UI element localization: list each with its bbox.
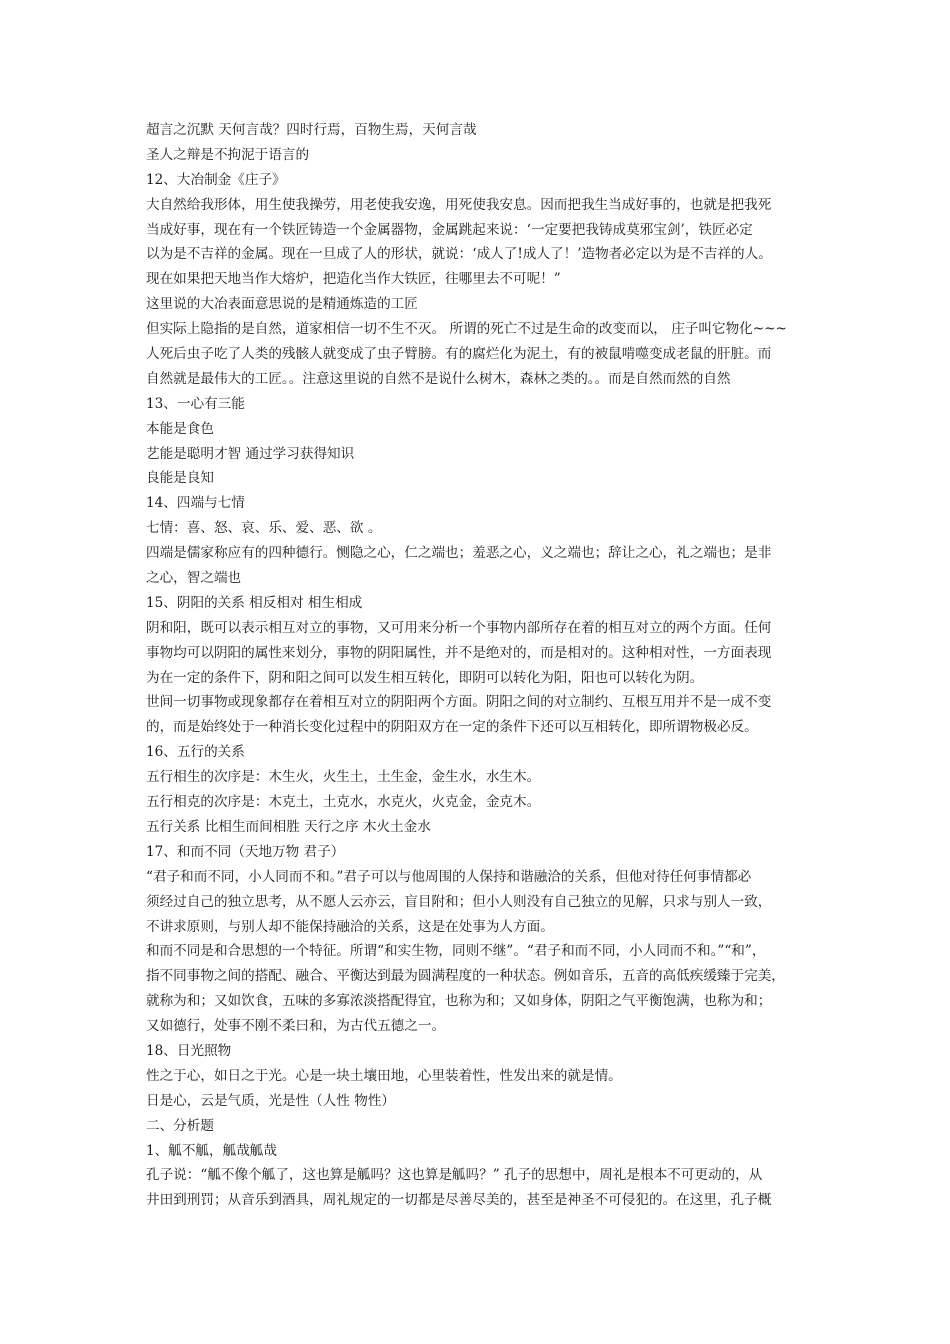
text-line: 四端是儒家称应有的四种德行。恻隐之心，仁之端也；羞恶之心，义之端也；辞让之心，礼之端也；是非: [146, 545, 772, 562]
text-line: 这里说的大冶表面意思说的是精通炼造的工匠: [146, 296, 418, 313]
text-line: 大自然给我形体，用生使我操劳，用老使我安逸，用死使我安息。因而把我生当成好事的，也就是把我死: [146, 196, 772, 213]
text-line: 井田到刑罚；从音乐到酒具，周礼规定的一切都是尽善尽美的，甚至是神圣不可侵犯的。在这里，孔子概: [146, 1192, 772, 1209]
document-body: [146, 118, 808, 1213]
text-line: 当成好事，现在有一个铁匠铸造一个金属器物，金属跳起来说：‘一定要把我铸成莫邪宝剑’，铁匠必定: [146, 221, 753, 238]
text-line: 事物均可以阴阳的属性来划分，事物的阴阳属性，并不是绝对的，而是相对的。这种相对性，一方面表现: [146, 644, 772, 661]
text-line: 为在一定的条件下，阴和阳之间可以发生相互转化，即阴可以转化为阳，阳也可以转化为阴。: [146, 669, 704, 686]
text-line: 圣人之辩是不拘泥于语言的: [146, 146, 310, 163]
text-line: 之心，智之端也: [146, 570, 242, 587]
text-line: 日是心，云是气质，光是性（人性 物性）: [146, 1092, 396, 1109]
text-line: 15、阴阳的关系 相反相对 相生相成: [146, 594, 363, 611]
text-line: 以为是不吉祥的金属。现在一旦成了人的形状，就说：‘成人了!成人了！’造物者必定以为是不吉祥的人。: [146, 246, 772, 263]
text-line: 五行相克的次序是：木克土，土克水，水克火，火克金，金克木。: [146, 794, 541, 811]
text-line: 七情：喜、怒、哀、乐、爱、恶、欲 。: [146, 520, 382, 537]
text-line: 五行相生的次序是：木生火，火生土，土生金，金生水，水生木。: [146, 769, 541, 786]
text-line: 艺能是聪明才智 通过学习获得知识: [146, 445, 355, 462]
text-line: 但实际上隐指的是自然，道家相信一切不生不灭。 所谓的死亡不过是生命的改变而以， 庄子叫它物化~~~: [146, 321, 787, 338]
text-line: 14、四端与七情: [146, 495, 245, 512]
text-line: 世间一切事物或现象都存在着相互对立的阴阳两个方面。阴阳之间的对立制约、互根互用并不是一成不变: [146, 694, 772, 711]
text-line: 18、日光照物: [146, 1042, 232, 1059]
text-line: 自然就是最伟大的工匠。。注意这里说的自然不是说什么树木，森林之类的。。而是自然而然的自然: [146, 370, 731, 387]
text-line: 现在如果把天地当作大熔炉，把造化当作大铁匠，往哪里去不可呢！”: [146, 271, 561, 288]
text-line: 和而不同是和合思想的一个特征。所谓“和实生物，同则不继”。“君子和而不同，小人同而不和。”“和”，: [146, 943, 766, 960]
text-line: 16、五行的关系: [146, 744, 245, 761]
text-line: 本能是食色: [146, 420, 214, 437]
text-line: 12、大冶制金《庄子》: [146, 171, 286, 188]
text-line: 二、分析题: [146, 1117, 214, 1134]
text-line: 不讲求原则，与别人却不能保持融洽的关系，这是在处事为人方面。: [146, 918, 554, 935]
text-line: 的，而是始终处于一种消长变化过程中的阴阳双方在一定的条件下还可以互相转化，即所谓物极必反。: [146, 719, 758, 736]
text-line: 17、和而不同（天地万物 君子）: [146, 843, 345, 860]
text-line: 就称为和；又如饮食，五味的多寡浓淡搭配得宜，也称为和；又如身体，阴阳之气平衡饱满，也称为和；: [146, 993, 772, 1010]
text-line: 超言之沉默 天何言哉？四时行焉，百物生焉，天何言哉: [146, 122, 477, 138]
text-line: 五行关系 比相生而间相胜 天行之序 木火土金水: [146, 818, 431, 835]
text-line: 良能是良知: [146, 470, 214, 487]
text-line: 孔子说：“觚不像个觚了，这也算是觚吗？这也算是觚吗？” 孔子的思想中，周礼是根本不可更动的，从: [146, 1167, 763, 1184]
text-line: 性之于心，如日之于光。心是一块土壤田地，心里装着性，性发出来的就是情。: [146, 1067, 622, 1084]
text-line: 须经过自己的独立思考，从不愿人云亦云，盲目附和；但小人则没有自己独立的见解，只求与别人一致，: [146, 893, 772, 910]
text-line: 人死后虫子吃了人类的残骸人就变成了虫子臂膀。有的腐烂化为泥土，有的被鼠啃噬变成老鼠的肝脏。而: [146, 346, 772, 363]
text-line: “君子和而不同，小人同而不和。”君子可以与他周围的人保持和谐融洽的关系，但他对待任何事情都必: [146, 868, 752, 885]
text-line: 13、一心有三能: [146, 395, 245, 412]
text-line: 指不同事物之间的搭配、融合、平衡达到最为圆满程度的一种状态。例如音乐，五音的高低疾缓臻于完美，: [146, 968, 785, 985]
text-line: 阴和阳，既可以表示相互对立的事物，又可用来分析一个事物内部所存在着的相互对立的两个方面。任何: [146, 619, 772, 636]
text-line: 又如德行，处事不刚不柔曰和，为古代五德之一。: [146, 1018, 446, 1035]
text-line: 1、觚不觚，觚哉觚哉: [146, 1142, 277, 1159]
